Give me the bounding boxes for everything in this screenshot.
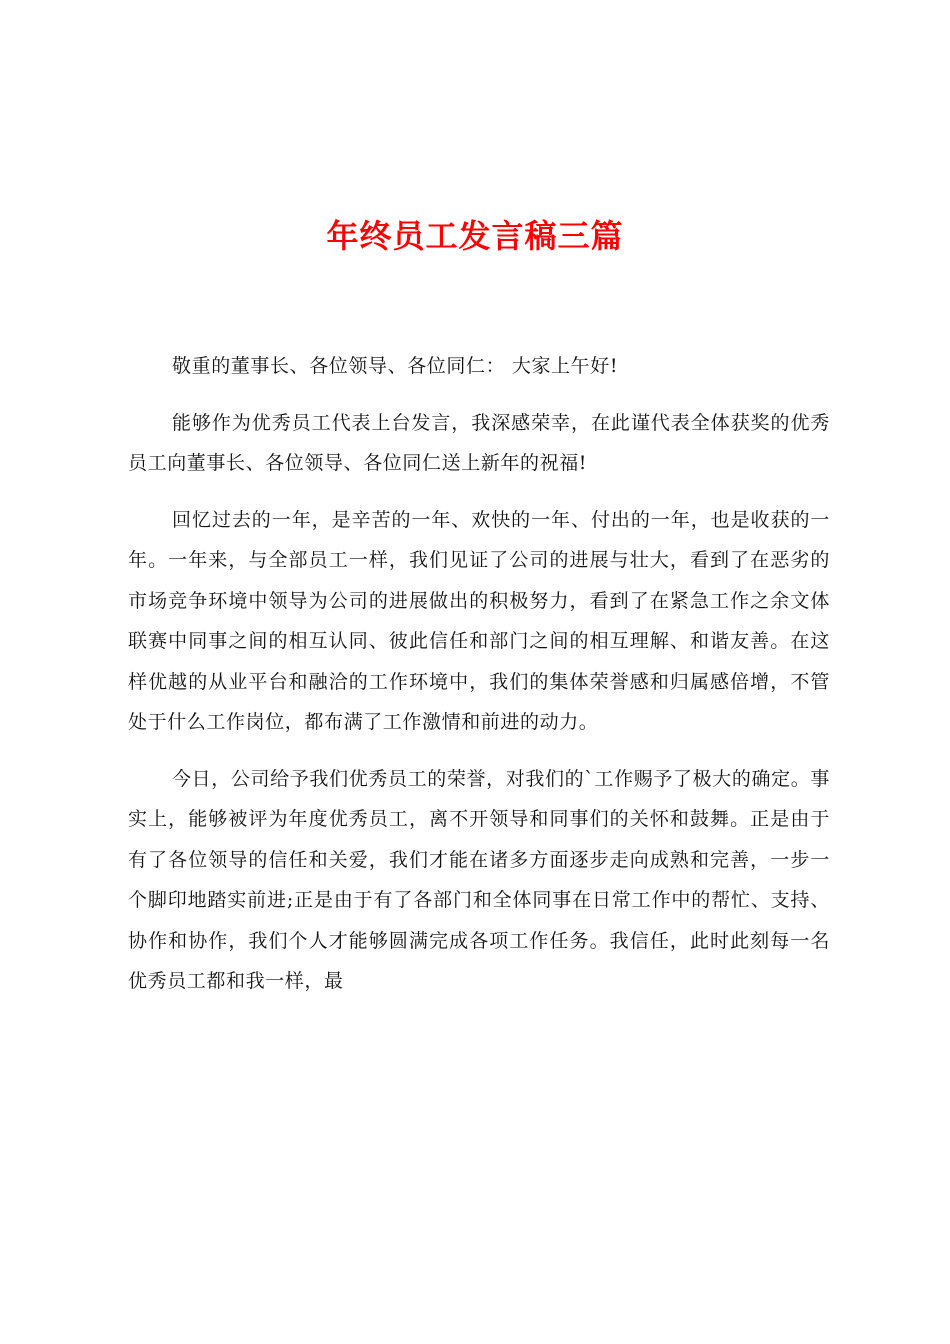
paragraph-intro: 能够作为优秀员工代表上台发言，我深感荣幸，在此谨代表全体获奖的优秀员工向董事长、各位领导、各位同仁送上新年的祝福! — [128, 411, 830, 474]
paragraph-honor: 今日，公司给予我们优秀员工的荣誉，对我们的`工作赐予了极大的确定。事实上，能够被评为年度优秀员工，离不开领导和同事们的关怀和鼓舞。正是由于有了各位领导的信任和关爱，我们才能在诸多方面逐步走向成熟和完善，一步一个脚印地踏实前进;正是由于有了各部门和全体同事在日常工作中的帮忙、支持、协作和协作，我们个人才能够圆满完成各项工作任务。我信任，此时此刻每一名优秀员工都和我一样，最 — [128, 767, 830, 992]
paragraph-greeting: 敬重的董事长、各位领导、各位同仁： 大家上午好! — [172, 355, 619, 377]
document-title: 年终员工发言稿三篇 — [326, 217, 624, 255]
document-body — [128, 346, 830, 1018]
paragraph-review: 回忆过去的一年，是辛苦的一年、欢快的一年、付出的一年，也是收获的一年。一年来，与全部员工一样，我们见证了公司的进展与壮大，看到了在恶劣的市场竞争环境中领导为公司的进展做出的积极努力，看到了在紧急工作之余文体联赛中同事之间的相互认同、彼此信任和部门之间的相互理解、和谐友善。在这样优越的从业平台和融洽的工作环境中，我们的集体荣誉感和归属感倍增，不管处于什么工作岗位，都布满了工作激情和前进的动力。 — [128, 508, 830, 733]
